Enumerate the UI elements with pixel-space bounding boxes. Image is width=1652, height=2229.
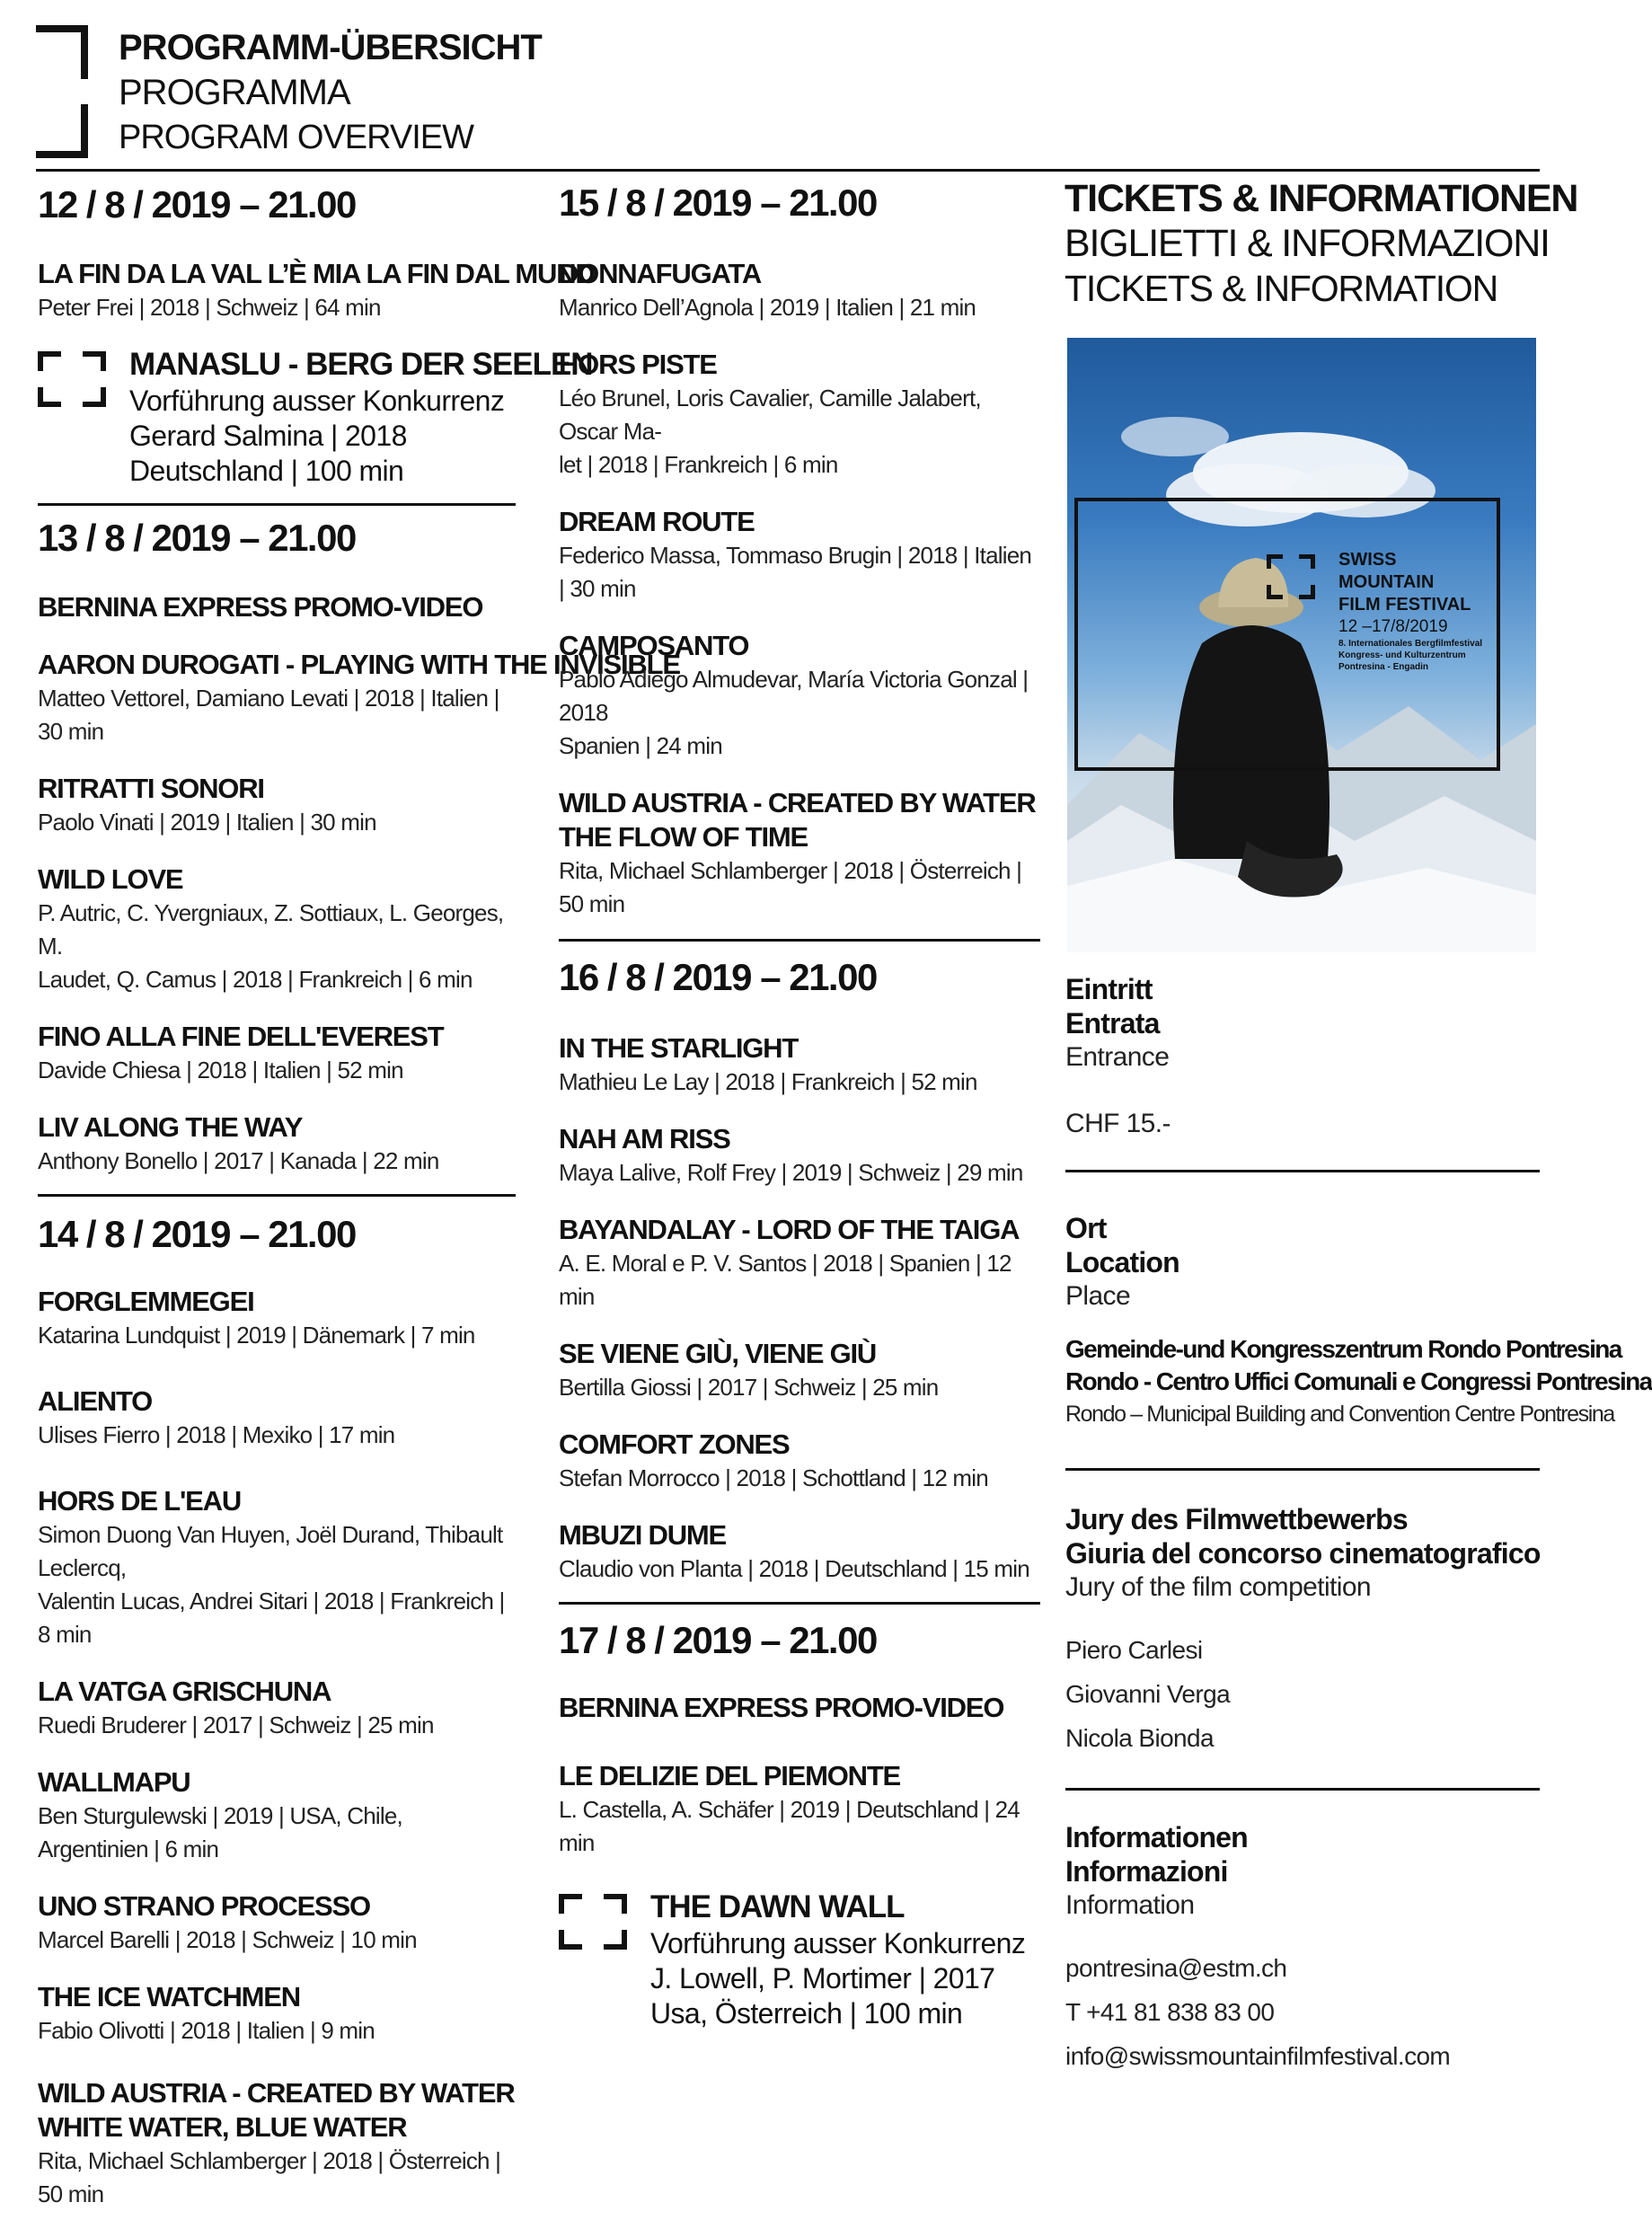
film-item [559,1759,1040,1860]
poster-logo-text: MOUNTAIN [1338,572,1435,592]
film-meta: Mathieu Le Lay | 2018 | Frankreich | 52 min [559,1068,977,1095]
film-title: WILD AUSTRIA - CREATED BY WATER [38,2077,515,2109]
film-item [559,629,1040,763]
film-title: NAH AM RISS [559,1123,730,1154]
film-meta: Stefan Morrocco | 2018 | Schottland | 12 min [559,1464,988,1491]
poster-logo-text: FILM FESTIVAL [1338,595,1471,615]
film-item [559,1122,1040,1190]
festival-poster [1067,338,1536,952]
special-note: Vorführung ausser Konkurrenz [129,385,505,417]
film-item [559,1337,1040,1404]
film-meta: Marcel Barelli | 2018 | Schweiz | 10 min [38,1926,417,1953]
film-meta: Laudet, Q. Camus | 2018 | Frankreich | 6 min [38,966,473,993]
film-meta: Peter Frei | 2018 | Schweiz | 64 min [38,294,381,321]
film-title: BERNINA EXPRESS PROMO-VIDEO [559,1692,1004,1723]
day-separator [38,503,516,506]
film-meta: Manrico Dell’Agnola | 2019 | Italien | 21 min [559,294,976,321]
film-meta: Claudio von Planta | 2018 | Deutschland | 15 min [559,1555,1029,1582]
special-screening [38,346,593,489]
film-title: LA VATGA GRISCHUNA [38,1676,331,1707]
header-title-it: PROGRAMMA [119,73,350,112]
special-note: Vorführung ausser Konkurrenz [650,1927,1026,1959]
day-15-08 [559,180,1040,942]
day-separator [559,939,1040,942]
contact-heading-it: Informazioni [1065,1855,1228,1888]
info-column [1065,176,1578,311]
film-meta: Ulises Fierro | 2018 | Mexiko | 17 min [38,1421,395,1448]
film-meta: Spanien | 24 min [559,732,722,759]
contact-heading-en: Information [1065,1890,1195,1920]
film-item [38,1020,516,1087]
film-meta: Rita, Michael Schlamberger | 2018 | Österreich | 50 min [38,2147,501,2207]
day-16-08 [559,954,1040,1605]
day-date: 15 / 8 / 2019 – 21.00 [559,181,877,224]
film-item [38,590,516,624]
film-title: UNO STRANO PROCESSO [38,1890,370,1922]
poster-logo-text: SWISS [1338,550,1397,570]
poster-subtitle: Pontresina - Engadin [1338,662,1429,672]
film-meta: P. Autric, C. Yvergniaux, Z. Sottiaux, L. Georges, M. [38,899,504,960]
poster-dates: 12 –17/8/2019 [1338,617,1448,636]
film-item [38,1675,516,1742]
special-title: THE DAWN WALL [650,1889,905,1924]
location-section [1065,1211,1652,1430]
jury-member: Piero Carlesi [1065,1636,1203,1664]
bracket-icon [38,351,106,407]
film-item [38,1384,516,1452]
contact-phone[interactable]: T +41 81 838 83 00 [1065,1998,1275,2026]
film-title: LIV ALONG THE WAY [38,1111,303,1143]
poster-subtitle: 8. Internationales Bergfilmfestival [1338,639,1483,649]
contact-email[interactable]: pontresina@estm.ch [1065,1954,1287,1982]
info-title-en: TICKETS & INFORMATION [1065,268,1497,309]
special-screening [559,1888,1040,2031]
day-17-08 [559,1617,1040,2031]
location-name-it: Rondo - Centro Uffici Comunali e Congressi Pontresina [1065,1367,1652,1395]
film-item [38,772,516,839]
film-title: THE ICE WATCHMEN [38,1981,300,2012]
film-meta: L. Castella, A. Schäfer | 2019 | Deutschland | 24 min [559,1796,1020,1856]
entry-section [1065,972,1542,1141]
location-name-en: Rondo – Municipal Building and Convention Centre Pontresina [1065,1402,1614,1427]
jury-heading-it: Giuria del concorso cinematografico [1065,1537,1541,1570]
film-meta: Fabio Olivotti | 2018 | Italien | 9 min [38,2017,375,2044]
film-item [559,348,1040,482]
day-date: 14 / 8 / 2019 – 21.00 [38,1213,356,1255]
program-column-2 [559,180,1040,2031]
film-title: LE DELIZIE DEL PIEMONTE [559,1760,901,1791]
film-title: FORGLEMMEGEI [38,1286,254,1317]
film-item [559,1518,1040,1586]
jury-member: Giovanni Verga [1065,1680,1231,1708]
film-title: THE FLOW OF TIME [559,821,808,853]
film-title: BAYANDALAY - LORD OF THE TAIGA [559,1214,1020,1245]
film-item [38,1110,516,1178]
film-meta: Katarina Lundquist | 2019 | Dänemark | 7 min [38,1322,475,1349]
day-date: 12 / 8 / 2019 – 21.00 [38,183,356,226]
film-meta: Valentin Lucas, Andrei Sitari | 2018 | Frankreich | 8 min [38,1588,505,1648]
film-title: HORS DE L'EAU [38,1485,242,1517]
special-country: Deutschland | 100 min [129,455,404,487]
film-item [38,1889,516,1957]
location-heading-de: Ort [1065,1212,1107,1244]
header-title-en: PROGRAM OVERVIEW [119,119,474,156]
film-item [559,786,1040,921]
film-meta: Rita, Michael Schlamberger | 2018 | Österreich | 50 min [559,857,1022,917]
film-item [38,1285,516,1352]
film-title: WILD LOVE [38,863,183,895]
jury-section [1065,1502,1542,1760]
location-heading-en: Place [1065,1281,1131,1311]
film-title: LA FIN DA LA VAL L’È MIA LA FIN DAL MUND [38,258,595,289]
location-name-de: Gemeinde-und Kongresszentrum Rondo Pontresina [1065,1335,1621,1363]
film-meta: A. E. Moral e P. V. Santos | 2018 | Spanien | 12 min [559,1250,1012,1310]
header-rule [36,169,1540,172]
entry-heading-de: Eintritt [1065,973,1153,1005]
entry-heading-it: Entrata [1065,1007,1160,1039]
film-meta: Bertilla Giossi | 2017 | Schweiz | 25 min [559,1374,939,1401]
film-item [559,505,1040,606]
info-title-it: BIGLIETTI & INFORMAZIONI [1065,222,1550,265]
film-meta: Simon Duong Van Huyen, Joël Durand, Thibault Leclercq, [38,1521,503,1581]
jury-heading-en: Jury of the film competition [1065,1572,1372,1602]
special-credits: J. Lowell, P. Mortimer | 2017 [650,1962,995,1995]
film-item [559,1031,1040,1099]
special-title: MANASLU - BERG DER SEELEN [129,347,593,382]
film-title: COMFORT ZONES [559,1429,790,1460]
film-item [38,1484,516,1651]
film-meta: Pablo Adiego Almudevar, María Victoria Gonzal | 2018 [559,666,1029,726]
film-title: DREAM ROUTE [559,506,755,537]
film-title: ALIENTO [38,1385,153,1417]
contact-section [1065,1820,1542,2078]
film-title: WHITE WATER, BLUE WATER [38,2111,407,2143]
film-title: RITRATTI SONORI [38,773,264,804]
film-meta: Anthony Bonello | 2017 | Kanada | 22 min [38,1147,439,1174]
poster-bracket-icon [1267,554,1315,599]
header-title-de: PROGRAMM-ÜBERSICHT [119,28,542,67]
entry-heading-en: Entrance [1065,1042,1170,1072]
film-title: BERNINA EXPRESS PROMO-VIDEO [38,591,483,623]
film-meta: Davide Chiesa | 2018 | Italien | 52 min [38,1057,403,1084]
film-item [38,2076,516,2211]
film-item [38,862,516,996]
day-12-08 [38,181,595,506]
film-item [38,1980,516,2048]
film-title: DONNAFUGATA [559,258,762,289]
film-title: IN THE STARLIGHT [559,1032,799,1064]
special-credits: Gerard Salmina | 2018 [129,420,407,452]
film-meta: Paolo Vinati | 2019 | Italien | 30 min [38,809,376,836]
film-meta: Matteo Vettorel, Damiano Levati | 2018 | Italien | 30 min [38,685,499,745]
day-date: 17 / 8 / 2019 – 21.00 [559,1619,877,1661]
film-title: WALLMAPU [38,1766,190,1798]
film-item [559,1428,1040,1495]
page-header [36,25,542,160]
day-14-08 [38,1211,516,2211]
film-title: WILD AUSTRIA - CREATED BY WATER [559,787,1036,818]
film-meta: Ben Sturgulewski | 2019 | USA, Chile, Argentinien | 6 min [38,1802,402,1862]
day-separator [559,1602,1040,1605]
day-date: 16 / 8 / 2019 – 21.00 [559,956,877,998]
section-rule [1065,1170,1540,1172]
film-title: MBUZI DUME [559,1519,727,1551]
section-rule [1065,1788,1540,1791]
film-title: CAMPOSANTO [559,630,749,661]
film-item [559,1213,1040,1314]
film-meta: Maya Lalive, Rolf Frey | 2019 | Schweiz | 29 min [559,1159,1023,1186]
contact-heading-de: Informationen [1065,1821,1248,1853]
info-title-de: TICKETS & INFORMATIONEN [1065,177,1578,220]
film-item [38,648,680,748]
film-title: HORS PISTE [559,349,717,380]
film-title: FINO ALLA FINE DELL'EVEREST [38,1021,444,1052]
location-heading-it: Location [1065,1246,1179,1278]
film-item [559,1691,1040,1725]
festival-bracket-logo [36,25,88,158]
section-rule [1065,1468,1540,1471]
film-item [559,257,1040,324]
film-title: SE VIENE GIÙ, VIENE GIÙ [559,1338,877,1369]
poster-subtitle: Kongress- und Kulturzentrum [1338,650,1466,660]
day-date: 13 / 8 / 2019 – 21.00 [38,517,356,559]
film-title: AARON DUROGATI - PLAYING WITH THE INVISIBLE [38,649,680,680]
day-separator [38,1194,516,1197]
contact-email-festival[interactable]: info@swissmountainfilmfestival.com [1065,2042,1451,2070]
film-item [38,1765,516,1866]
film-meta: Léo Brunel, Loris Cavalier, Camille Jalabert, Oscar Ma- [559,385,981,445]
film-meta: let | 2018 | Frankreich | 6 min [559,451,838,478]
film-meta: Ruedi Bruderer | 2017 | Schweiz | 25 min [38,1712,434,1738]
entry-price: CHF 15.- [1065,1109,1171,1138]
jury-heading-de: Jury des Filmwettbewerbs [1065,1503,1408,1535]
film-item [38,257,595,324]
special-country: Usa, Österreich | 100 min [650,1997,963,2030]
bracket-icon [559,1894,627,1950]
jury-member: Nicola Bionda [1065,1724,1214,1752]
film-meta: Federico Massa, Tommaso Brugin | 2018 | Italien | 30 min [559,542,1032,602]
